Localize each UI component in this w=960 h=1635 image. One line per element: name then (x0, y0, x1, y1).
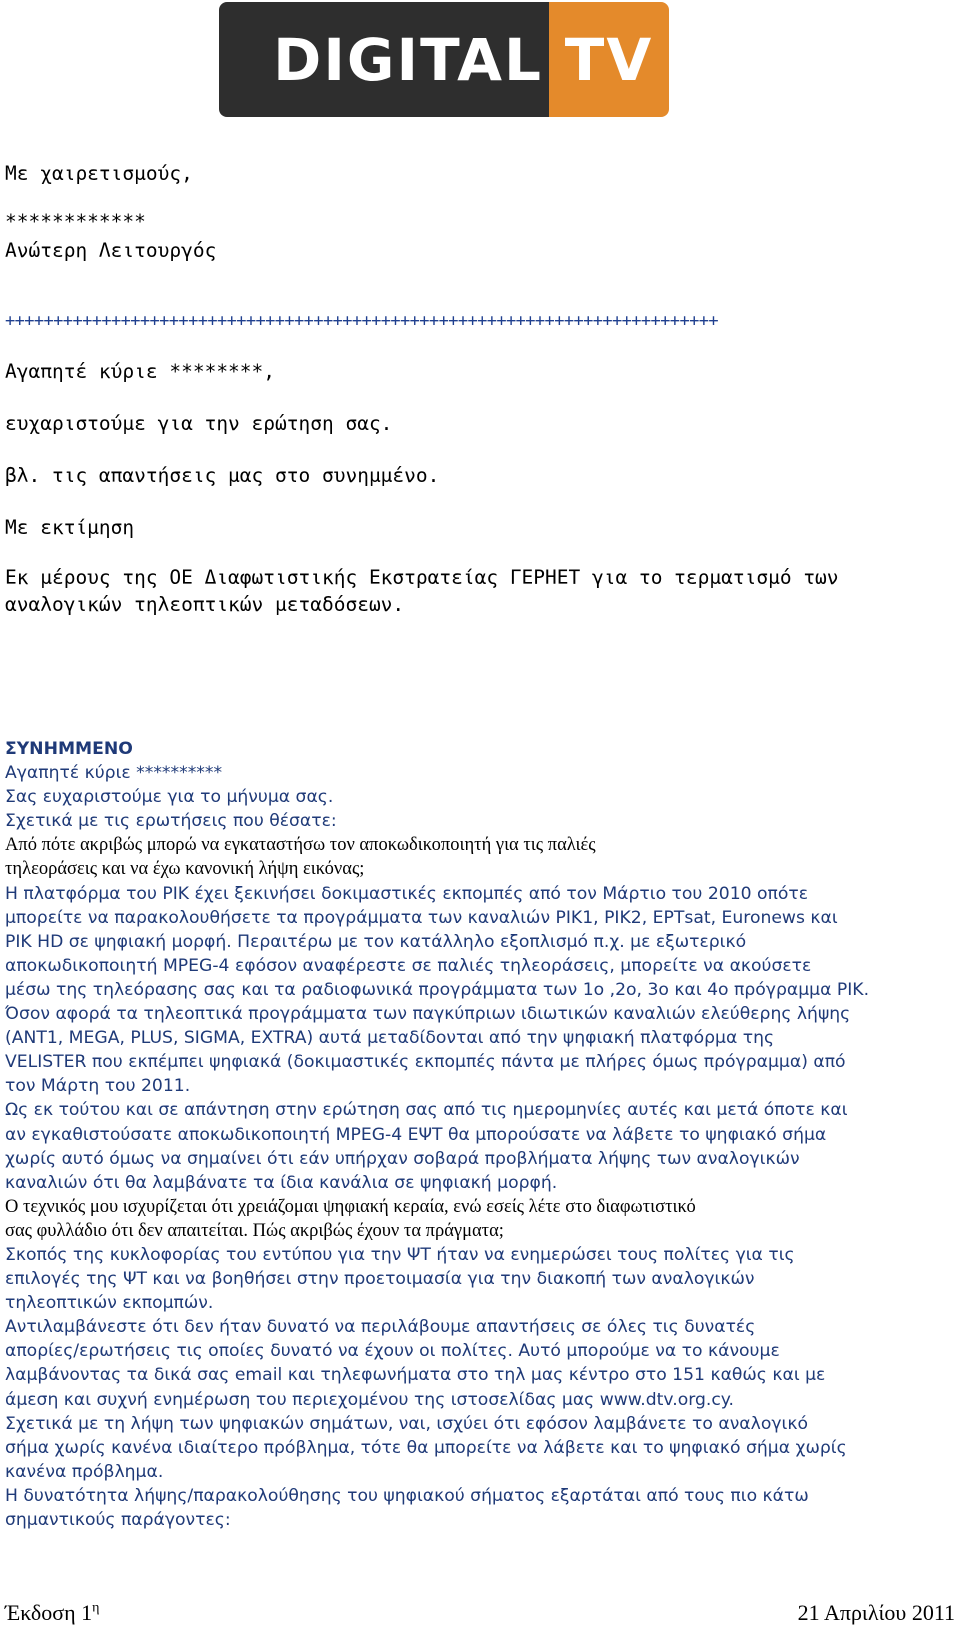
answer-line: σημαντικούς παράγοντες: (5, 1510, 231, 1530)
organization-line-1: Εκ μέρους της ΟΕ Διαφωτιστικής Εκστρατείας ΓΕΡΗΕΤ για το τερματισμό των (5, 566, 839, 589)
answer-line: κανένα πρόβλημα. (5, 1461, 164, 1482)
answer-line: Αντιλαμβάνεστε ότι δεν ήταν δυνατό να περιλάβουμε απαντήσεις σε όλες τις δυνατές (5, 1317, 756, 1338)
signer-name: ************ (5, 210, 146, 233)
answer-line: επιλογές της ΨΤ και να βοηθήσει στην προετοιμασία για την διακοπή των αναλογικών (5, 1269, 755, 1290)
answer-line: χωρίς αυτό όμως να σημαίνει ότι εάν υπήρχαν σοβαρά προβλήματα λήψης των αναλογικών (5, 1148, 800, 1169)
closing-greeting: Με χαιρετισμούς, (5, 162, 193, 185)
question-line: τηλεοράσεις και να έχω κανονική λήψη εικόνας; (5, 859, 365, 880)
attachment-line: Σας ευχαριστούμε για το μήνυμα σας. (5, 787, 334, 808)
footer-date: 21 Απριλίου 2011 (797, 1600, 955, 1625)
organization-line-2: αναλογικών τηλεοπτικών μεταδόσεων. (5, 593, 405, 616)
answer-line: απορίες/ερωτήσεις τις οποίες δυνατό να έχουν οι πολίτες. Αυτό μπορούμε να το κάνουμε (5, 1341, 780, 1362)
regards-line: Με εκτίμηση (5, 516, 135, 539)
answer-line: (ΑΝΤ1, MEGA, PLUS, SIGMA, EXTRA) αυτά μεταδίδονται από την ψηφιακή πλατφόρμα της (5, 1028, 775, 1049)
question-line: Από πότε ακριβώς μπορώ να εγκαταστήσω τον αποκωδικοποιητή για τις παλιές (5, 835, 596, 856)
answer-line: σήμα χωρίς κανένα ιδιαίτερο πρόβλημα, τότε θα μπορείτε να λάβετε και το ψηφιακό σήμα χωρίς (5, 1437, 847, 1458)
answer-line: Σκοπός της κυκλοφορίας του εντύπου για την ΨΤ ήταν να ενημερώσει τους πολίτες για τις (5, 1244, 795, 1265)
edition-superscript: η (92, 1600, 100, 1616)
logo-left-panel (219, 2, 549, 117)
answer-line: μέσω της τηλεόρασης σας και τα ραδιοφωνικά προγράμματα των 1ο ,2ο, 3ο και 4ο πρόγραμμα ΡΙΚ. (5, 979, 870, 1000)
separator-line: ++++++++++++++++++++++++++++++++++++++++++++++++++++++++++++++++++++++++++ (5, 311, 718, 331)
logo-left-text: DIGITAL (273, 25, 543, 94)
answer-line: Σχετικά με τη λήψη των ψηφιακών σημάτων, ναι, ισχύει ότι εφόσον λαμβάνετε το αναλογικό (5, 1413, 808, 1434)
answer-line: αν εγκαθιστούσατε αποκωδικοποιητή MPEG-4 ΕΨΤ θα μπορούσατε να λάβετε το ψηφιακό σήμα (5, 1124, 827, 1145)
answer-line: Η πλατφόρμα του ΡΙΚ έχει ξεκινήσει δοκιμαστικές εκπομπές από τον Μάρτιο του 2010 οπότε (5, 883, 809, 904)
answer-line: Όσον αφορά τα τηλεοπτικά προγράμματα των παγκύπριων ιδιωτικών καναλιών ελεύθερης λήψης (5, 1004, 851, 1025)
logo-right-panel (549, 2, 669, 117)
answer-line: ΡΙΚ HD σε ψηφιακή μορφή. Περαιτέρω με τον κατάλληλο εξοπλισμό π.χ. με εξωτερικό (5, 931, 747, 952)
answer-line: Ως εκ τούτου και σε απάντηση στην ερώτηση σας από τις ημερομηνίες αυτές και μετά όποτε και (5, 1100, 848, 1121)
attachment-section (5, 737, 955, 1532)
question-line: Ο τεχνικός μου ισχυρίζεται ότι χρειάζομαι ψηφιακή κεραία, ενώ εσείς λέτε στο διαφωτιστικό (5, 1196, 696, 1217)
answer-line: μπορείτε να παρακολουθήσετε τα προγράμματα των καναλιών ΡΙΚ1, ΡΙΚ2, ΕΡΤsat, Euronews και (5, 907, 838, 928)
attachment-line: Σχετικά με τις ερωτήσεις που θέσατε: (5, 811, 337, 832)
attachment-line: Αγαπητέ κύριε ********** (5, 763, 223, 784)
answer-line: τον Μάρτη του 2011. (5, 1076, 191, 1097)
salutation: Αγαπητέ κύριε ********, (5, 360, 276, 383)
see-attachment-line: βλ. τις απαντήσεις μας στο συνημμένο. (5, 464, 440, 487)
signer-title: Ανώτερη Λειτουργός (5, 239, 217, 262)
answer-line: Η δυνατότητα λήψης/παρακολούθησης του ψηφιακού σήματος εξαρτάται από τους πιο κάτω (5, 1485, 809, 1506)
question-line: σας φυλλάδιο ότι δεν απαιτείται. Πώς ακριβώς έχουν τα πράγματα; (5, 1220, 504, 1241)
answer-line: VELISTER που εκπέμπει ψηφιακά (δοκιμαστικές εκπομπές πάντα με πλήρες όμως πρόγραμμα) από (5, 1052, 846, 1073)
attachment-heading: ΣΥΝΗΜΜΕΝΟ (5, 739, 133, 759)
answer-line: τηλεοπτικών εκπομπών. (5, 1293, 214, 1314)
answer-line: αποκωδικοποιητή MPEG-4 εφόσον αναφέρεστε σε παλιές τηλεοράσεις, μπορείτε να ακούσετε (5, 955, 812, 976)
thanks-line: ευχαριστούμε για την ερώτηση σας. (5, 412, 393, 435)
answer-line: άμεση και συχνή ενημέρωση του περιεχομένου της ιστοσελίδας μας www.dtv.org.cy. (5, 1389, 734, 1410)
digital-tv-logo (219, 2, 669, 117)
footer-edition (5, 1600, 99, 1626)
edition-text: Έκδοση 1 (5, 1600, 93, 1625)
logo-right-text: TV (564, 25, 654, 94)
answer-line: καναλιών ότι θα λαμβάνατε τα ίδια κανάλια σε ψηφιακή μορφή. (5, 1172, 558, 1193)
answer-line: λαμβάνοντας τα δικά σας email και τηλεφωνήματα στο τηλ μας κέντρο στο 151 καθώς και με (5, 1365, 826, 1386)
